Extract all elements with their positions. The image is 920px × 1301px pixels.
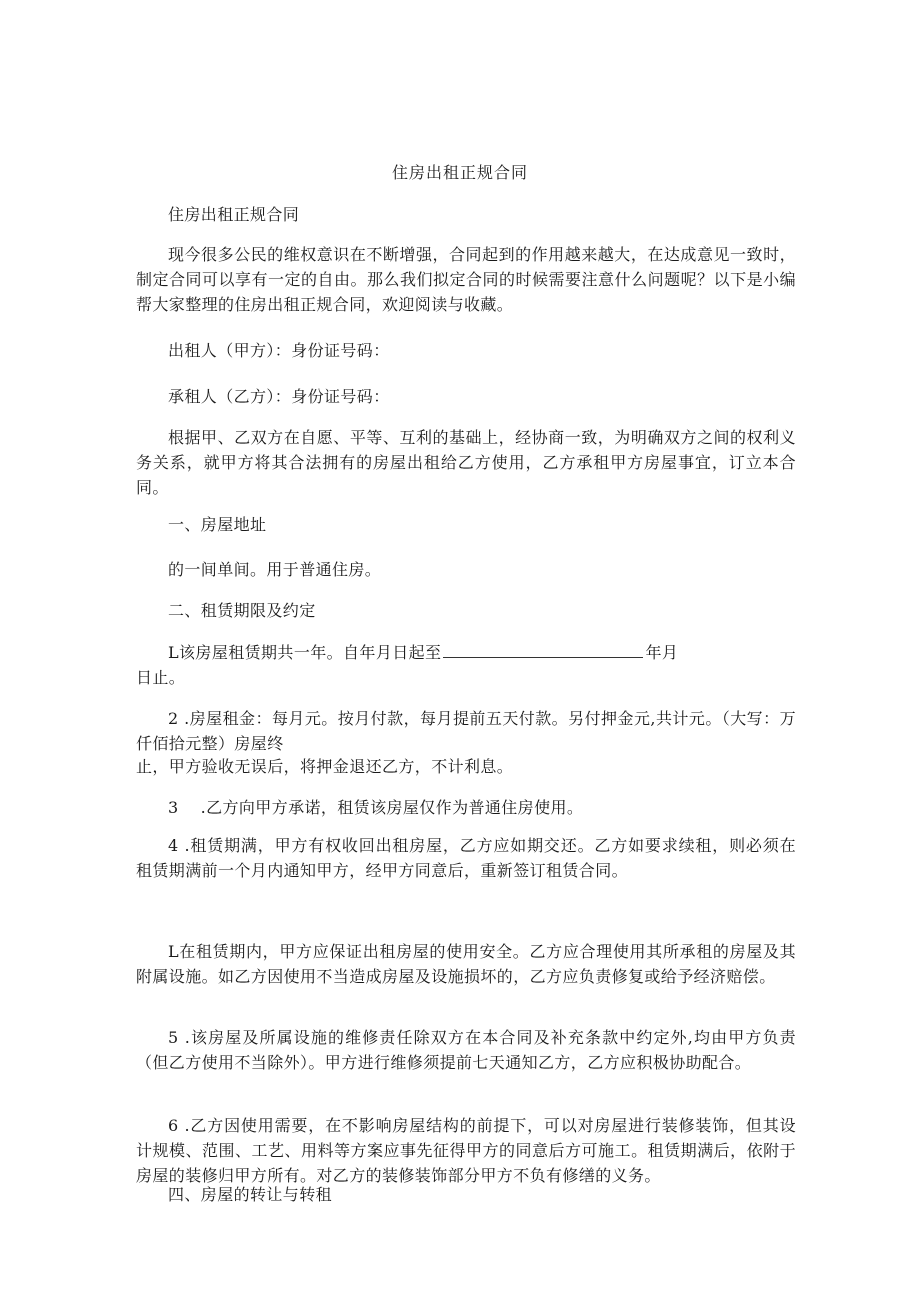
clause-safety: L在租赁期内，甲方应保证出租房屋的使用安全。乙方应合理使用其所承租的房屋及其附属设施。如乙方因使用不当造成房屋及设施损坏的，乙方应负责修复或给予经济赔偿。 (136, 942, 796, 986)
clause-lease-term-start: L该房屋租赁期共一年。自年月日起至 (168, 643, 442, 662)
clause3-text: .乙方向甲方承诺，租赁该房屋仅作为普通住房使用。 (200, 798, 584, 817)
subtitle: 住房出租正规合同 (168, 205, 300, 224)
clause-lease-term (136, 640, 796, 665)
blank-underline (443, 643, 643, 658)
clause5: 5 .该房屋及所属设施的维修责任除双方在本合同及补充条款中约定外,均由甲方负责（但乙方使用不当除外）。甲方进行维修须提前七天通知乙方，乙方应积极协助配合。 (136, 1028, 796, 1072)
section1-heading: 一、房屋地址 (168, 515, 267, 534)
clause-lease-term-mid: 年月 (645, 643, 679, 662)
clause-lease-term-end: 日止。 (136, 668, 186, 687)
clause6: 6 .乙方因使用需要，在不影响房屋结构的前提下，可以对房屋进行装修装饰，但其设计规模、范围、工艺、用料等方案应事先征得甲方的同意后方可施工。租赁期满后，依附于房屋的装修归甲方所有。对乙方的装修装饰部分甲方不负有修缮的义务。 (136, 1116, 796, 1185)
clause3 (136, 795, 796, 820)
party-a-line: 出租人（甲方）：身份证号码： (168, 341, 390, 360)
section2-heading: 二、租赁期限及约定 (168, 601, 316, 620)
section4-heading: 四、房屋的转让与转租 (168, 1185, 333, 1204)
basis-paragraph: 根据甲、乙双方在自愿、平等、互利的基础上，经协商一致，为明确双方之间的权利义务关系，就甲方将其合法拥有的房屋出租给乙方使用，乙方承租甲方房屋事宜，订立本合同。 (136, 428, 796, 497)
section1-text: 的一间单间。用于普通住房。 (168, 560, 382, 579)
clause4: 4 .租赁期满，甲方有权收回出租房屋，乙方应如期交还。乙方如要求续租，则必须在租赁期满前一个月内通知甲方，经甲方同意后，重新签订租赁合同。 (136, 836, 796, 880)
document-title: 住房出租正规合同 (391, 163, 528, 182)
clause3-number: 3 (168, 798, 179, 817)
clause2-rent: 2 .房屋租金：每月元。按月付款，每月提前五天付款。另付押金元,共计元。（大写：万仟佰拾元整）房屋终 (136, 709, 796, 753)
clause2-rent-cont: 止，甲方验收无误后，将押金退还乙方，不计利息。 (136, 757, 514, 776)
party-b-line: 承租人（乙方）：身份证号码： (168, 387, 390, 406)
intro-paragraph: 现今很多公民的维权意识在不断增强，合同起到的作用越来越大，在达成意见一致时，制定合同可以享有一定的自由。那么我们拟定合同的时候需要注意什么问题呢？以下是小编帮大家整理的住房出租正规合同，欢迎阅读与收藏。 (136, 245, 796, 314)
